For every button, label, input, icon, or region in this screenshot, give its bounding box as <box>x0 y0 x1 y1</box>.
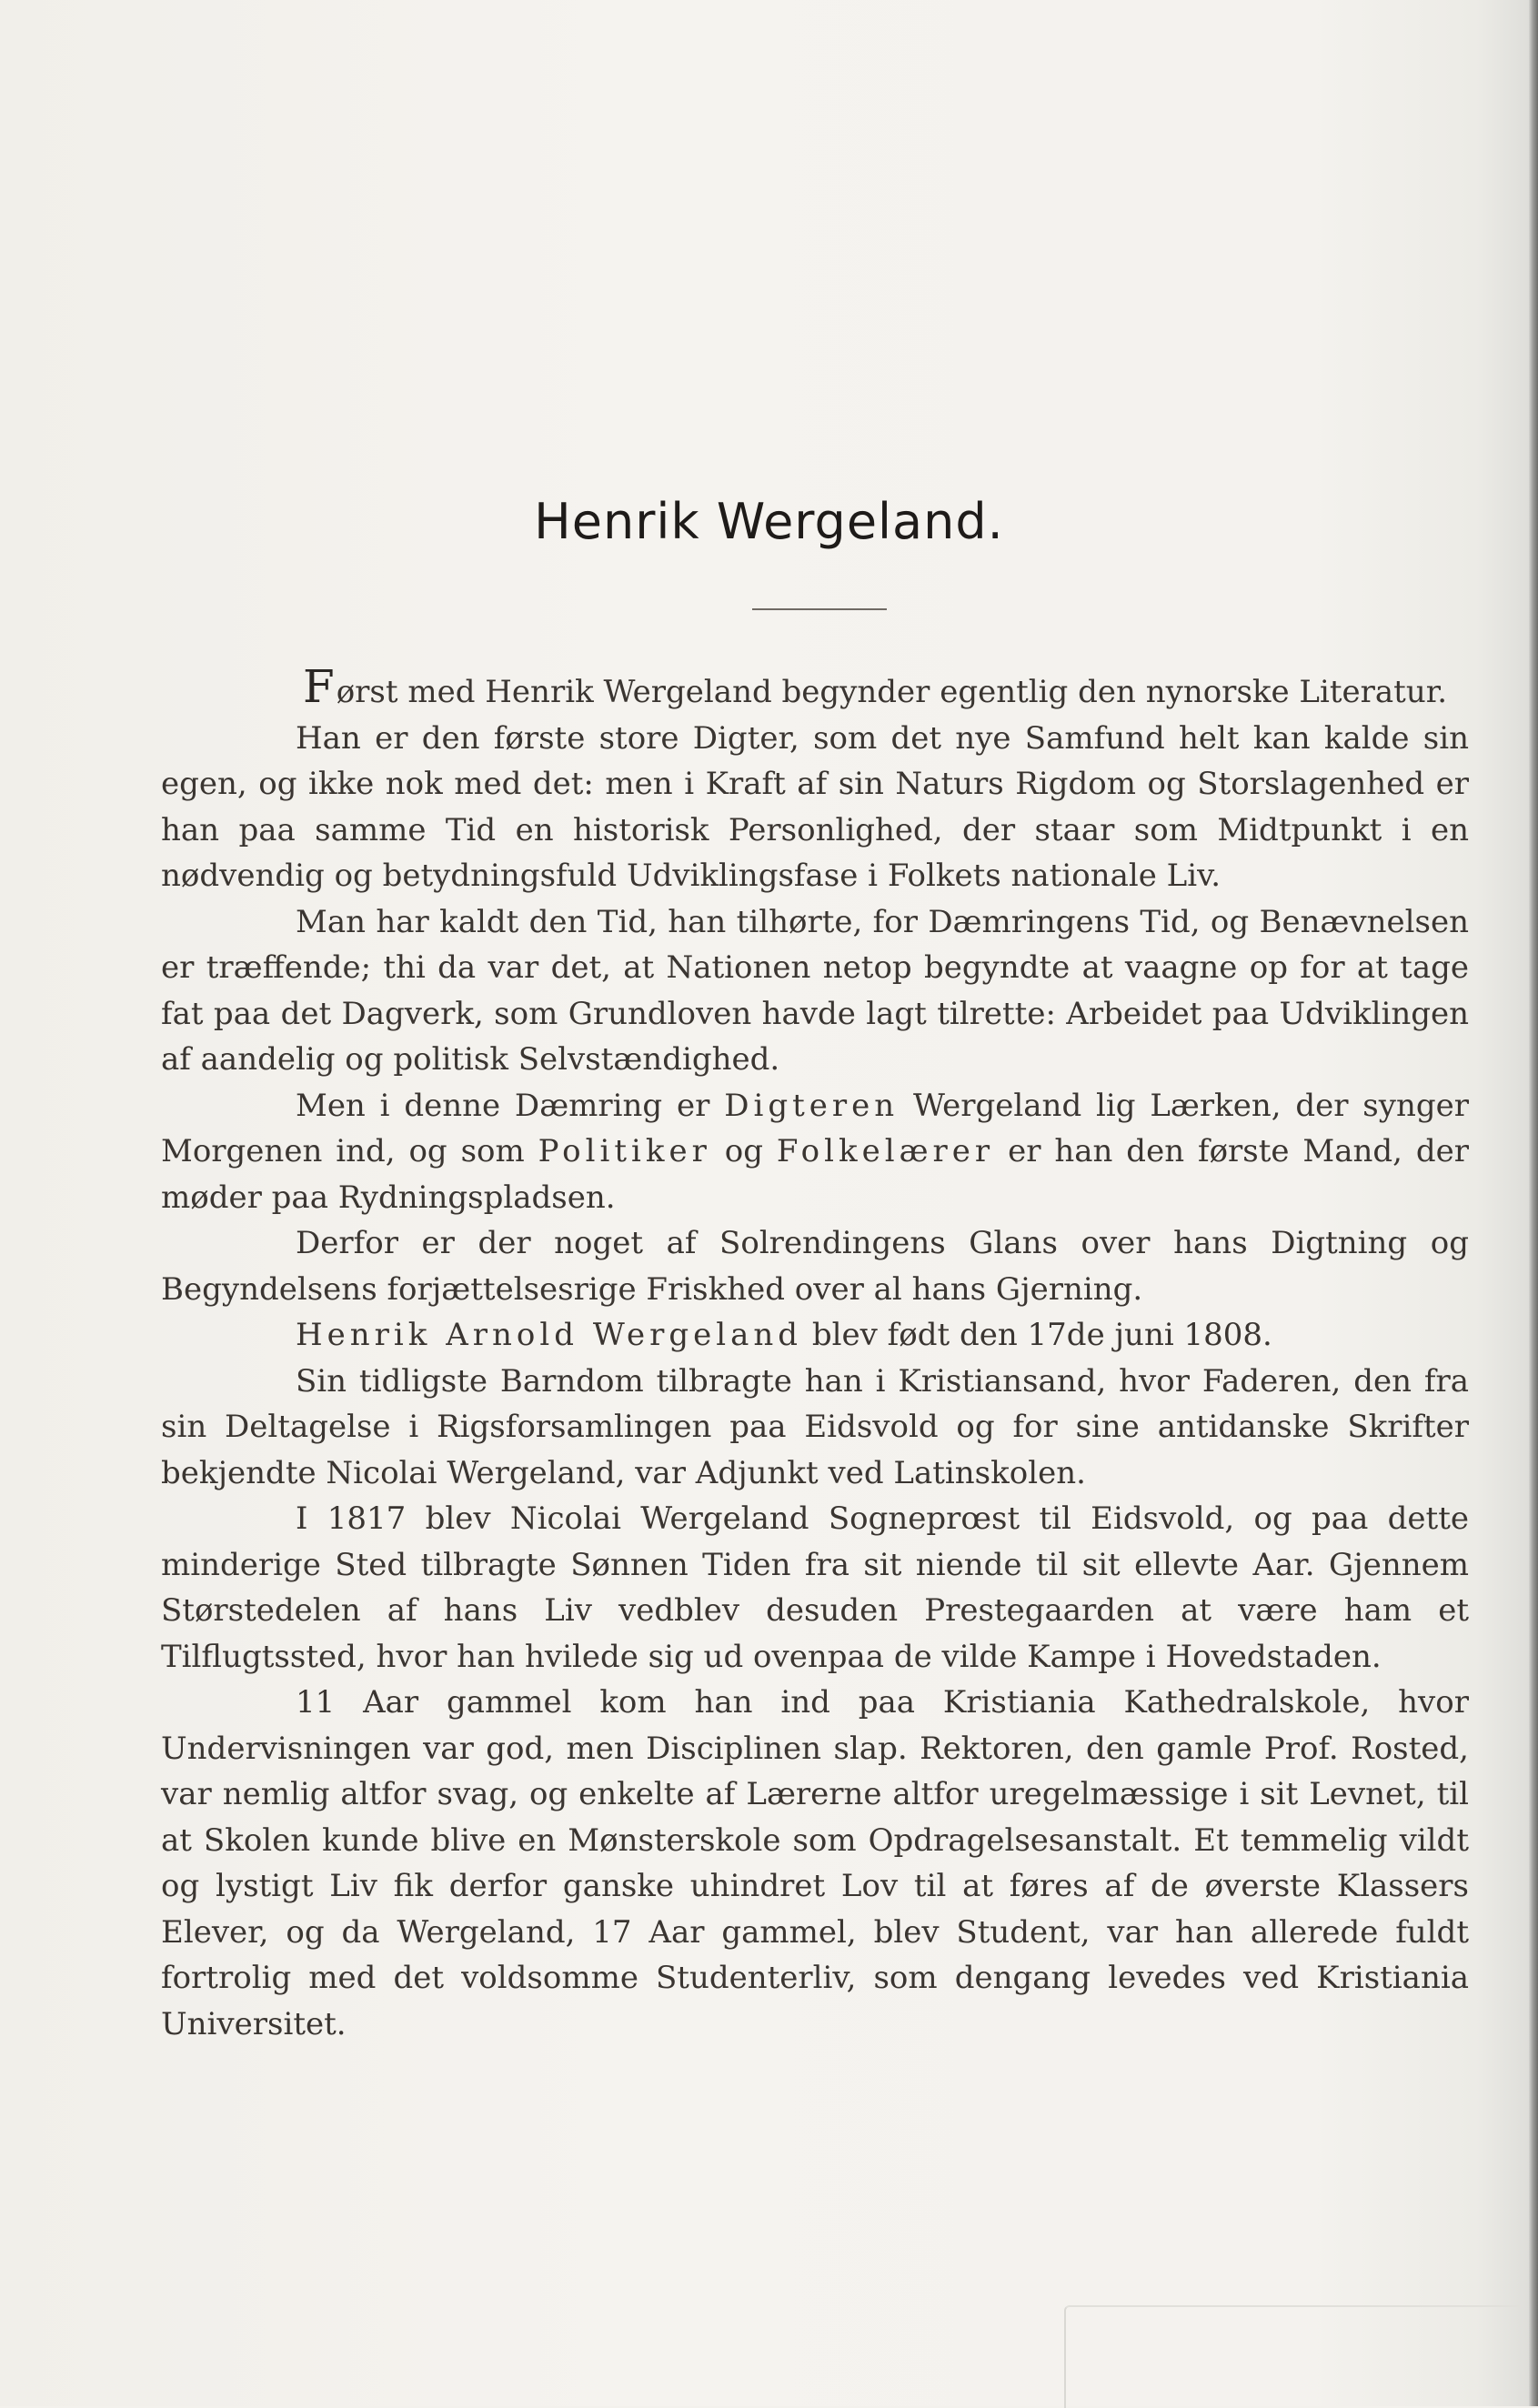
paragraph <box>161 1312 1469 1359</box>
paragraph <box>161 1496 1469 1680</box>
text-run: Sin tidligste Barndom tilbragte han i Kristiansand, hvor Faderen, den fra sin Deltagelse i Rigsforsamlingen paa Eidsvold og for sine antidanske Skrifter bekjendte Nicolai Wergeland, var Adjunkt ved Latinskolen. <box>161 1362 1469 1491</box>
spaced-emphasis: Digteren <box>724 1087 900 1124</box>
text-run: ørst med Henrik Wergeland begynder egentlig den nynorske Literatur. <box>336 674 1448 710</box>
page-edge-shadow <box>1529 0 1538 2406</box>
paragraph <box>161 1220 1469 1312</box>
paragraph <box>161 899 1469 1083</box>
spaced-emphasis: Folkelærer <box>776 1133 995 1169</box>
text-run: I 1817 blev Nicolai Wergeland Sogneprœst til Eidsvold, og paa dette minderige Sted tilbragte Sønnen Tiden fra sit niende til sit ellevte Aar. Gjennem Størstedelen af hans Liv vedblev desuden Prestegaarden at være ham et Tilflugtssted, hvor han hvilede sig ud ovenpaa de vilde Kampe i Hovedstaden. <box>161 1500 1469 1675</box>
text-run: og <box>710 1133 777 1169</box>
text-run: Derfor er der noget af Solrendingens Glans over hans Digtning og Begyndelsens forjættelsesrige Friskhed over al hans Gjerning. <box>161 1225 1469 1308</box>
paragraph <box>161 716 1469 899</box>
text-run: Wergeland lig Lærken, der synger Morgenen ind, og som <box>161 1087 1470 1169</box>
spaced-emphasis: Politiker <box>538 1133 711 1169</box>
text-run: 11 Aar gammel kom han ind paa Kristiania Kathedralskole, hvor Undervisningen var god, men Disciplinen slap. Rektoren, den gamle Prof. Rosted, var nemlig altfor svag, og enkelte af Lærerne altfor uregelmæssige i sit Levnet, til at Skolen kunde blive en Mønsterskole som Opdragelsesanstalt. Et temmelig vildt og lystigt Liv fik derfor ganske uhindret Lov til at føres af de øverste Klassers Elever, og da Wergeland, 17 Aar gammel, blev Student, var han allerede fuldt fortrolig med det voldsomme Studenterliv, som dengang levedes ved Kristiania Universitet. <box>161 1684 1469 2042</box>
body-text <box>161 660 1470 2047</box>
paragraph <box>161 1083 1469 1221</box>
text-run: blev født den 17de juni 1808. <box>802 1317 1272 1353</box>
text-run: Men i denne Dæmring er <box>296 1087 725 1124</box>
page-title: Henrik Wergeland. <box>534 493 1004 550</box>
paragraph <box>161 660 1469 716</box>
text-run: Han er den første store Digter, som det nye Samfund helt kan kalde sin egen, og ikke nok med det: men i Kraft af sin Naturs Rigdom og Storslagenhed er han paa samme Tid en historisk Personlighed, der staar som Midtpunkt i en nødvendig og betydningsfuld Udviklingsfase i Folkets nationale Liv. <box>161 719 1469 894</box>
text-run: er han den første Mand, der møder paa Rydningspladsen. <box>161 1133 1469 1216</box>
text-run: Man har kaldt den Tid, han tilhørte, for Dæmringens Tid, og Benævnelsen er træffende; thi da var det, at Nationen netop begyndte at vaagne op for at tage fat paa det Dagverk, som Grundloven havde lagt tilrette: Arbeidet paa Udviklingen af aandelig og politisk Selvstændighed. <box>161 903 1469 1078</box>
drop-cap: F <box>303 660 337 713</box>
paragraph <box>161 1359 1469 1497</box>
spaced-emphasis: Henrik Arnold Wergeland <box>296 1317 803 1353</box>
paragraph <box>161 1680 1469 2047</box>
title-divider <box>752 608 887 610</box>
page-corner-mark <box>1064 2305 1521 2408</box>
